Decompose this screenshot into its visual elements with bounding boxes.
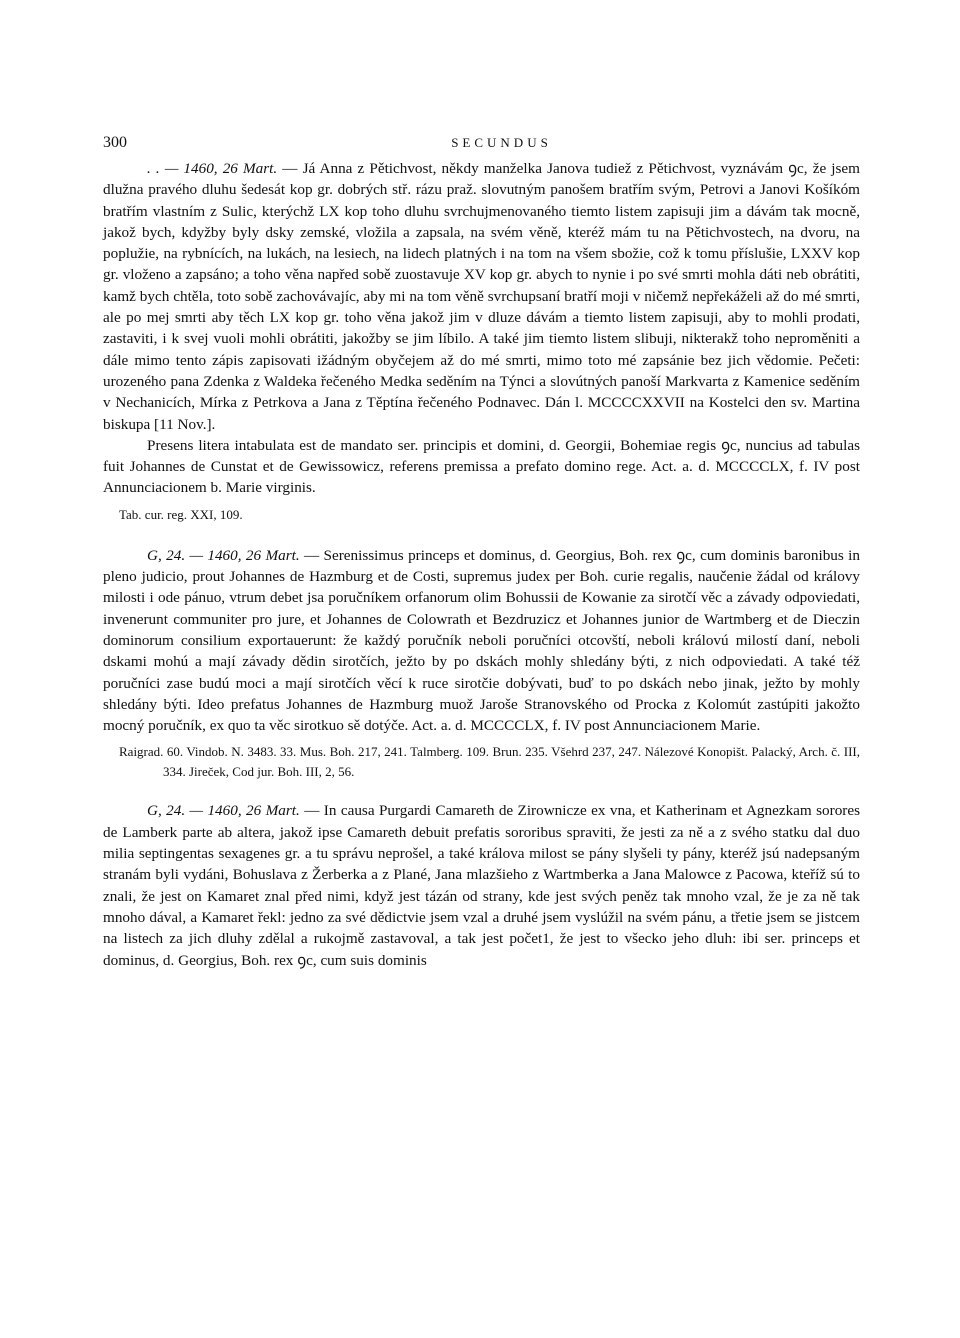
document-page	[103, 132, 860, 971]
entry-heading: . . — 1460, 26 Mart.	[147, 160, 278, 177]
entry-paragraph	[103, 545, 860, 737]
entry-text: — Já Anna z Pětichvost, někdy manželka Janova tudiež z Pětichvost, vyznávám ꝯc, že jsem dlužna pravého dluhu šedesát kop gr. dobrých stř. rázu praž. slovutným panošem bratřím svým, Petrovi a Janovi Košíkóm bratřím vlastním z Sulic, kterýchž LX kop toho dluhu svrchujmenovaného tiemto listem zapisuji jim a dávám tak mocně, jakož bych, kdyžby byly dsky zemské, vložila a zapsala, na svém věně, kteréž mám tu na Pětichvostech, na dvoru, na poplužie, na rybnících, na lukách, na lesiech, na lidech platných i na tom na všem sbožie, což k tomu příslušie, LXXV kop gr. vloženo a zapsáno; a toho věna napřed sobě zuostavuje XV kop gr. abych to nynie i po své smrti mohla dáti neb obrátiti, kamž bych chtěla, toto sobě zachovávajíc, aby mi na tom věně svrchupsaní bratří moji v ničemž nepřekáželi až do mé smrti, ale po mej smrti aby těch LX kop gr. toho věna jakož jim v dluze dávám a tiemto listem zapisuji, aby to mohli prodati, zastaviti, i k svej vuoli mohli obrátiti, jakožby se jim líbilo. A také jim tiemto listem slibuji, nikterakž toho neproměniti a dále mimo tento zápis zapisovati ižádným obyčejem až do mé smrti, mimo toto mé zapsánie bez jich vědomie. Pečeti: urozeného pana Zdenka z Waldeka řečeného Medka seděním na Týnci a slovútných panoší Markvarta z Kamenice seděním v Nechanicích, Mírka z Petrkova a Jana z Těptína řečeného Podnavec. Dán l. MCCCCXXVII na Kostelci den sv. Martina biskupa [11 Nov.].	[103, 160, 860, 433]
entry-1	[103, 158, 860, 525]
entry-text: — Serenissimus princeps et dominus, d. Georgius, Boh. rex ꝯc, cum dominis baronibus in pleno judicio, prout Johannes de Hazmburg et de Costi, supremus judex per Boh. curie regalis, naučenie žádal od královy milosti i ode pánuo, vtrum debet jsa poručníkem orfanorum olim Bohussii de Kowanie za sirotčí věc a závady odpoviedati, invenerunt communiter pro jure, et Johannes de Colowrath et Bezdruzicz et Johannes junior de Wartmberg et de Dieczin dominorum consilium exportauerunt: že každý poručník neboli poručníci otcovští, neboli královú milostí daní, neboli dskami mohú a mají závady dědin sirotčích, ježto by po dskách mohly shledány býti, z nich odpoviedati. A také též poručníci zase budú moci a mají sirotčích věcí k ruce sirotčie dobývati, buď to po dskách nebo jinak, ježto by mohly shledány býti. Ideo prefatus Johannes de Hazmburg muož Jaroše Stranovského od Procka z Kolomút zastúpiti jakožto mocný poručník, ex quo ta věc sirotkuo sě dotýče. Act. a. d. MCCCCLX, f. IV post Annunciacionem Marie.	[103, 546, 860, 735]
entry-paragraph	[103, 158, 860, 435]
entry-text: — In causa Purgardi Camareth de Zirownicze ex vna, et Katherinam et Agnezkam sorores de Lamberk parte ab altera, jakož ipse Camareth debuit prefatis sororibus spraviti, že jesti za ně a z svého statku dal duo milia septingentas sexagenes gr. a tu správu neprošel, a také králova milost se pány slyšeli ty pány, kteréž jsú nadepsaným stranám byli vydáni, Bohuslava z Žerberka a z Plané, Jana mlazšieho z Wartmberka a Jana Malowce z Pacowa, kteříž sú to znali, že jest on Kamaret znal před nimi, když jest tázán od strany, kde jest svých peněz tak mnoho vzal, že je za ně tak mnoho dával, a Kamaret řekl: jedno za své dědictvie jsem vzal a druhé jsem vyslúžil na svém pánu, a třetie jsem se jistcem na listech za jich dluhy zdělal a rukojmě zastavoval, a tak jest počet1, že jest to všecko jeho dluh: ibi ser. princeps et dominus, d. Georgius, Boh. rex ꝯc, cum suis dominis	[103, 802, 860, 969]
entry-paragraph-2: Presens litera intabulata est de mandato ser. principis et domini, d. Georgii, Bohemiae regis ꝯc, nuncius ad tabulas fuit Johannes de Cunstat et de Gewissowicz, referens premissa a prefato domino rege. Act. a. d. MCCCCLX, f. IV post Annunciacionem b. Marie virginis.	[103, 436, 860, 497]
entry-heading: G, 24. — 1460, 26 Mart.	[147, 802, 300, 820]
entry-2	[103, 545, 860, 783]
running-head	[103, 132, 860, 158]
entry-heading: G, 24. — 1460, 26 Mart.	[147, 546, 300, 564]
entry-paragraph	[103, 800, 860, 970]
entry-3	[103, 800, 860, 970]
source-note: Raigrad. 60. Vindob. N. 3483. 33. Mus. Boh. 217, 241. Talmberg. 109. Brun. 235. Všehrd 237, 247. Nálezové Konopišt. Palacký, Arch. č. III, 334. Jireček, Cod jur. Boh. III, 2, 56.	[119, 744, 860, 780]
running-title: SECUNDUS	[451, 135, 552, 150]
page-number: 300	[103, 134, 127, 151]
source-note: Tab. cur. reg. XXI, 109.	[119, 506, 243, 522]
